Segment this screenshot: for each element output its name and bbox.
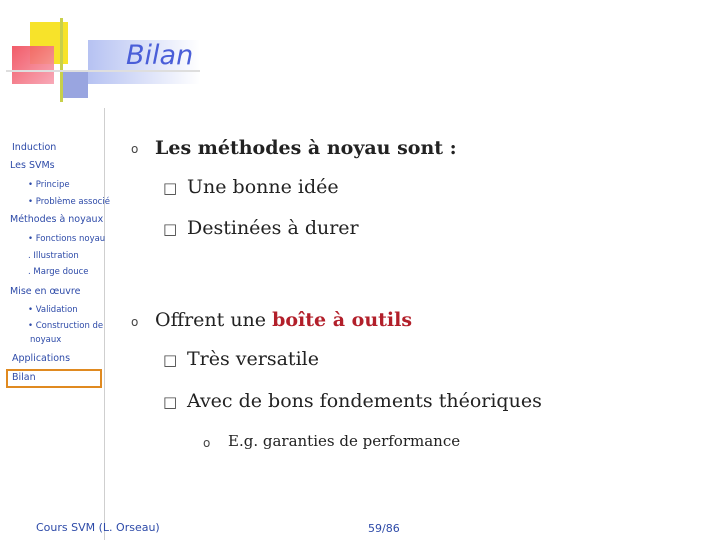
- sidebar-item-fonctions-noyau[interactable]: • Fonctions noyau: [28, 234, 106, 244]
- bullet-bonne-idee: Une bonne idée: [187, 176, 339, 198]
- sidebar-item-bilan[interactable]: Bilan: [12, 372, 36, 383]
- sidebar-item-probleme-associe[interactable]: • Problème associé: [28, 197, 110, 207]
- logo-red-square: [12, 46, 54, 84]
- bullet-square-icon: □: [163, 220, 178, 238]
- logo-blue-square: [60, 70, 88, 98]
- footer-page-number: 59/86: [368, 522, 400, 535]
- bullet-garanties-performance: E.g. garanties de performance: [228, 432, 461, 450]
- bullet-square-icon: □: [163, 179, 178, 197]
- bullet-boite-outils-prefix: Offrent une: [155, 309, 273, 331]
- sidebar-item-methodes-noyaux[interactable]: Méthodes à noyaux: [10, 214, 104, 225]
- bullet-methodes-noyau: Les méthodes à noyau sont :: [155, 137, 457, 159]
- sidebar-item-principe[interactable]: • Principe: [28, 180, 70, 190]
- bullet-fondements-theoriques: Avec de bons fondements théoriques: [187, 390, 542, 412]
- sidebar-item-induction[interactable]: Induction: [12, 142, 57, 153]
- bullet-circle-icon: o: [131, 315, 139, 329]
- bullet-square-icon: □: [163, 393, 178, 411]
- sidebar-item-illustration[interactable]: . Illustration: [28, 251, 79, 261]
- sidebar-item-construction-noyaux[interactable]: • Construction de: [28, 321, 104, 331]
- bullet-circle-icon: o: [131, 142, 139, 156]
- sidebar-divider: [104, 108, 105, 540]
- sidebar-item-svms[interactable]: Les SVMs: [10, 160, 55, 171]
- sidebar-item-validation[interactable]: • Validation: [28, 305, 78, 315]
- bullet-destinees-durer: Destinées à durer: [187, 217, 359, 239]
- footer-course-credit: Cours SVM (L. Orseau): [36, 521, 160, 534]
- sidebar-item-construction-noyaux-cont[interactable]: noyaux: [30, 335, 62, 345]
- bullet-tres-versatile: Très versatile: [187, 348, 319, 370]
- bullet-boite-outils-emphasis: boîte à outils: [272, 309, 413, 331]
- sidebar-item-applications[interactable]: Applications: [12, 353, 71, 364]
- slide-title: Bilan: [126, 40, 194, 71]
- bullet-boite-outils: [155, 309, 412, 331]
- bullet-circle-icon: o: [203, 436, 211, 450]
- logo-vertical-line: [60, 18, 63, 102]
- sidebar-item-mise-en-oeuvre[interactable]: Mise en œuvre: [10, 286, 81, 297]
- bullet-square-icon: □: [163, 351, 178, 369]
- sidebar-item-marge-douce[interactable]: . Marge douce: [28, 267, 89, 277]
